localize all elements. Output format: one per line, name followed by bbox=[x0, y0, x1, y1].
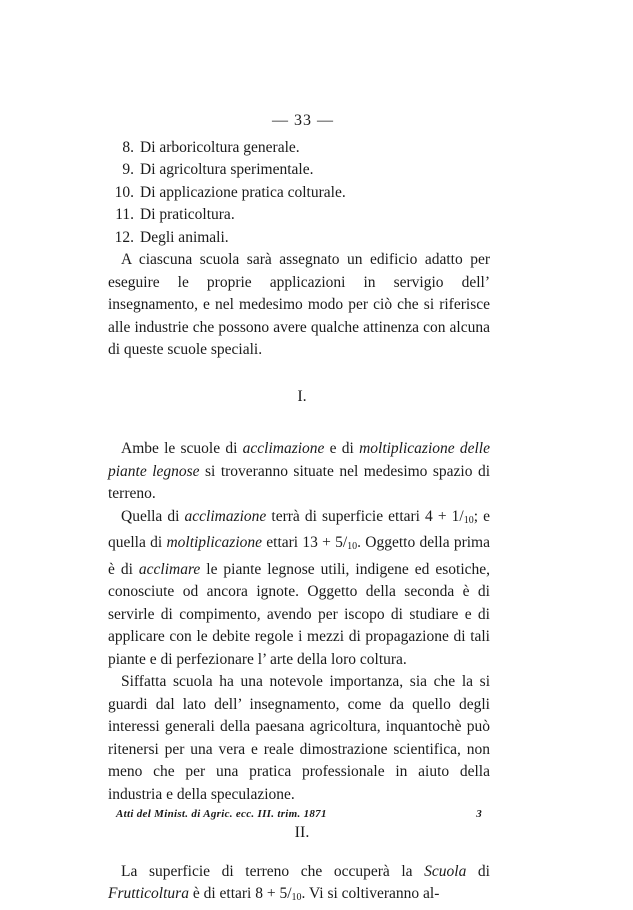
section-heading-1: I. bbox=[297, 387, 307, 405]
list-item bbox=[108, 159, 490, 182]
section-1-paragraph-3: Siffatta scuola ha una notevole importanza, sia che la si guardi dal lato dell’ insegnamento, come da quello degli interessi generali della paesana agricoltura, inquantochè può ritenersi per una vera e reale dimostrazione scientifica, non meno che per una pratica professionale in aiuto della industria e della speculazione. bbox=[108, 673, 490, 803]
list-item-text: Di praticoltura. bbox=[140, 206, 235, 223]
list-item-text: Di applicazione pratica colturale. bbox=[140, 183, 346, 201]
list-item bbox=[108, 204, 490, 227]
list-item-text: Di arboricoltura generale. bbox=[140, 138, 300, 156]
list-item-text: Degli animali. bbox=[140, 228, 229, 246]
intro-paragraph: A ciascuna scuola sarà assegnato un edificio adatto per eseguire le proprie applicazioni in servigio dell’ insegnamento, e nel medesimo modo per ciò che si riferisce alle industrie che possono avere qualche attinenza con alcuna di queste scuole speciali. bbox=[108, 251, 490, 358]
section-1-paragraph-1: Ambe le scuole di acclimazione e di moltiplicazione delle piante legnose si troveranno situate nel medesimo spazio di terreno. bbox=[108, 440, 490, 502]
footer-signature: Atti del Minist. di Agric. ecc. III. trim. 1871 bbox=[116, 808, 327, 820]
section-2-paragraph-1: La superficie di terreno che occuperà la Scuola di Frutticoltura è di ettari $8 + 5/_{10}$. Vi si coltiveranno al- bbox=[108, 862, 490, 903]
list-item-number: 11. bbox=[115, 206, 134, 223]
list-item-number: 8. bbox=[122, 138, 134, 156]
section-1-paragraph-2: Quella di acclimazione terrà di superficie ettari $4 + 1/_{10}$; e quella di moltiplicazione ettari $13 + 5/_{10}$. Oggetto della prima è di acclimare le piante legnose utili, indigene ed esotiche, conosciute od ancora ignote. Oggetto della seconda è di servirle di compimento, avendo per iscopo di studiare e di applicare con le debite regole i mezzi di propagazione di tali piante e di perfezionare l’ arte della loro coltura. bbox=[108, 507, 491, 668]
page-body bbox=[108, 110, 490, 910]
course-list bbox=[108, 137, 490, 250]
list-item-number: 9. bbox=[122, 161, 134, 178]
list-item-number: 12. bbox=[114, 228, 134, 246]
list-item bbox=[108, 227, 490, 250]
list-item-text: Di agricoltura sperimentale. bbox=[140, 161, 314, 178]
list-item bbox=[108, 137, 490, 160]
page-number: — 33 — bbox=[272, 112, 334, 129]
page-footer bbox=[116, 808, 482, 820]
footer-sheet-number: 3 bbox=[476, 808, 482, 820]
list-item-number: 10. bbox=[114, 183, 134, 201]
list-item bbox=[108, 182, 490, 205]
section-heading-2: II. bbox=[294, 824, 310, 841]
